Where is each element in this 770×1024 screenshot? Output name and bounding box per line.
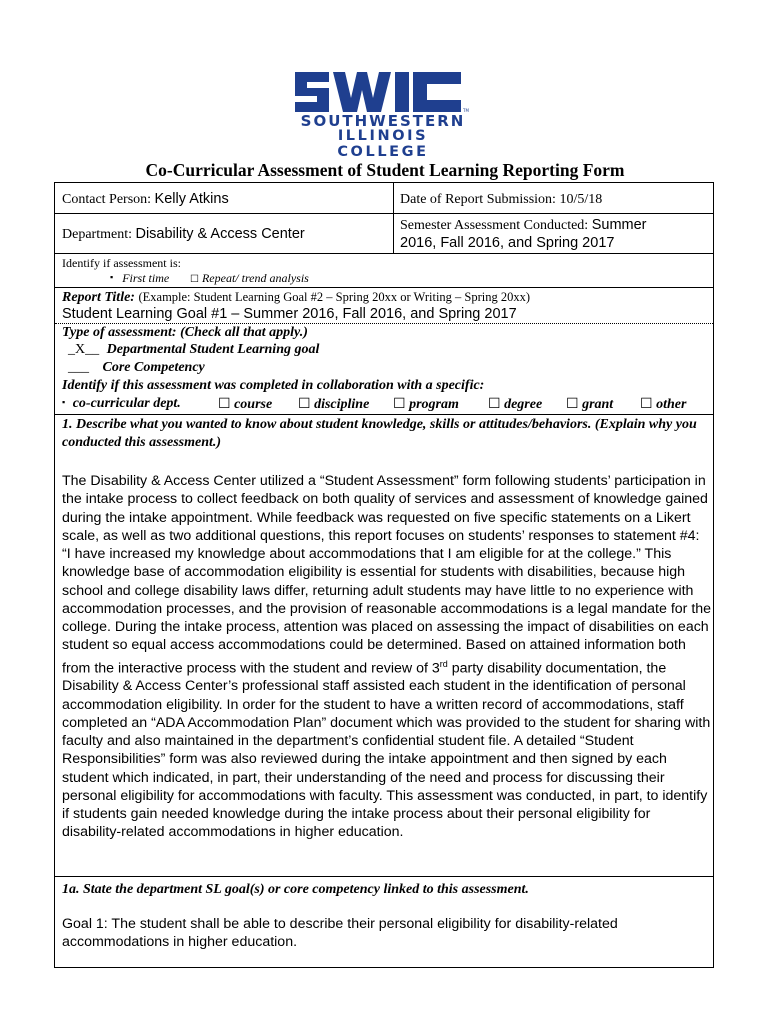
identify-label: Identify if assessment is: [62, 256, 181, 270]
collab-option-label: discipline [314, 397, 370, 412]
report-title-field [62, 290, 530, 306]
course-checkbox-icon: ☐ [218, 397, 231, 412]
logo-name-line1: SOUTHWESTERN [300, 112, 466, 130]
department-label: Department: [62, 227, 132, 242]
discipline-checkbox-icon: ☐ [298, 397, 311, 412]
report-title-example: (Example: Student Learning Goal #2 – Spring 20xx or Writing – Spring 20xx) [138, 290, 531, 304]
collab-option-label: program [409, 397, 459, 412]
contact-person-value: Kelly Atkins [154, 191, 229, 207]
row-divider [55, 323, 713, 324]
answer-superscript: rd [439, 658, 448, 669]
submission-date-value: 10/5/18 [559, 192, 603, 207]
repeat-label: Repeat/ trend analysis [201, 271, 309, 285]
other-checkbox-icon: ☐ [640, 397, 653, 412]
question-1a-prompt: 1a. State the department SL goal(s) or core competency linked to this assessment. [62, 882, 529, 897]
collab-option-other[interactable] [640, 396, 686, 413]
column-divider [393, 183, 394, 254]
collab-option-curricular[interactable] [62, 396, 181, 412]
collab-option-program[interactable] [393, 396, 459, 413]
departmental-goal-label: Departmental Student Learning goal [106, 342, 320, 357]
department-value: Disability & Access Center [135, 226, 305, 242]
repeat-option[interactable] [190, 271, 309, 286]
core-competency-option[interactable] [68, 360, 205, 376]
row-divider [55, 287, 713, 288]
answer-text-part1: The Disability & Access Center utilized a “Student Assessment” form following students’ participation in the intake process to collect feedback on both quality of services and assessment of knowledge gained during the intake appointment. While feedback was requested on five specific statements on a Likert scale, as well as two additional questions, this report focuses on students’ responses to statement #4: “I have increased my knowledge about accommodations that I am eligible for at the college.” This knowledge base of accommodation eligibility is essential for students with disabilities, because high school and college disability laws differ, returning adult students may have little to no experience with accommodation processes, and the provision of reasonable accommodations is a legal mandate for the college. During the intake process, attention was placed on assessing the impact of disabilities on each student so equal access accommodations could be determined. Based on attained information both from the interactive process with the student and review of 3 [62, 473, 712, 677]
submission-date-label: Date of Report Submission: [400, 192, 556, 207]
report-title-label: Report Title: [62, 290, 135, 305]
degree-checkbox-icon: ☐ [488, 397, 501, 412]
contact-person-label: Contact Person: [62, 192, 152, 207]
row-divider [55, 253, 713, 254]
logo-name-line2: ILLINOIS COLLEGE [337, 128, 429, 160]
report-title-value: Student Learning Goal #1 – Summer 2016, Fall 2016, and Spring 2017 [62, 306, 517, 322]
collab-option-discipline[interactable] [298, 396, 369, 413]
semester-field [400, 217, 647, 234]
collab-option-course[interactable] [218, 396, 272, 413]
question-1a-answer: Goal 1: The student shall be able to describe their personal eligibility for disability-related accommodations in higher education. [62, 916, 618, 951]
departmental-goal-option[interactable] [68, 342, 319, 358]
form-title: Co-Curricular Assessment of Student Learning Reporting Form [145, 160, 625, 180]
semester-value-line2: 2016, Fall 2016, and Spring 2017 [400, 235, 615, 251]
answer-text-part2: party disability documentation, the Disability & Access Center’s professional staff assisted each student in the identification of personal accommodation eligibility. In order for the student to have a written record of accommodations, staff completed an “ADA Accommodation Plan” document which was provided to the student for sharing with faculty and also maintained in the department’s confidential student file. A detailed “Student Responsibilities” form was also reviewed during the intake appointment and then signed by each student which indicated, in part, their understanding of the need and process for discussing their personal eligibility for accommodations with faculty. This assessment was conducted, in part, to identify if students gain needed knowledge during the intake process about their personal eligibility for disability-related accommodations in higher education. [62, 660, 711, 841]
collab-option-label: co-curricular dept. [72, 396, 181, 411]
first-time-checked-icon: ▪ [110, 272, 114, 282]
first-time-label: First time [122, 271, 170, 285]
department-field [62, 226, 305, 243]
submission-date-field [400, 192, 602, 208]
departmental-goal-mark: _X__ [68, 342, 100, 357]
collaboration-label: Identify if this assessment was completed in collaboration with a specific: [62, 378, 485, 393]
collab-option-label: course [234, 397, 273, 412]
question-1-prompt: 1. Describe what you wanted to know about student knowledge, skills or attitudes/behaviors. (Explain why you conducted this assessment.) [62, 417, 697, 450]
curricular-checked-icon: ▪ [62, 397, 66, 407]
type-label: Type of assessment: (Check all that apply.) [62, 325, 308, 340]
collab-option-label: other [656, 397, 687, 412]
row-divider [55, 414, 713, 415]
svg-text:TM: TM [463, 108, 469, 113]
core-competency-mark: ___ [68, 360, 89, 375]
core-competency-label: Core Competency [102, 360, 205, 375]
question-1-answer [62, 472, 712, 842]
row-divider [55, 876, 713, 877]
collab-option-label: grant [582, 397, 614, 412]
collab-option-degree[interactable] [488, 396, 542, 413]
program-checkbox-icon: ☐ [393, 397, 406, 412]
row-divider [55, 213, 713, 214]
first-time-option[interactable] [110, 271, 169, 286]
grant-checkbox-icon: ☐ [566, 397, 579, 412]
semester-value-line1: Summer [591, 217, 647, 233]
collab-option-grant[interactable] [566, 396, 613, 413]
collab-option-label: degree [504, 397, 543, 412]
contact-person-field [62, 191, 229, 208]
repeat-checkbox-icon: ☐ [190, 274, 199, 285]
semester-label: Semester Assessment Conducted: [400, 218, 589, 233]
